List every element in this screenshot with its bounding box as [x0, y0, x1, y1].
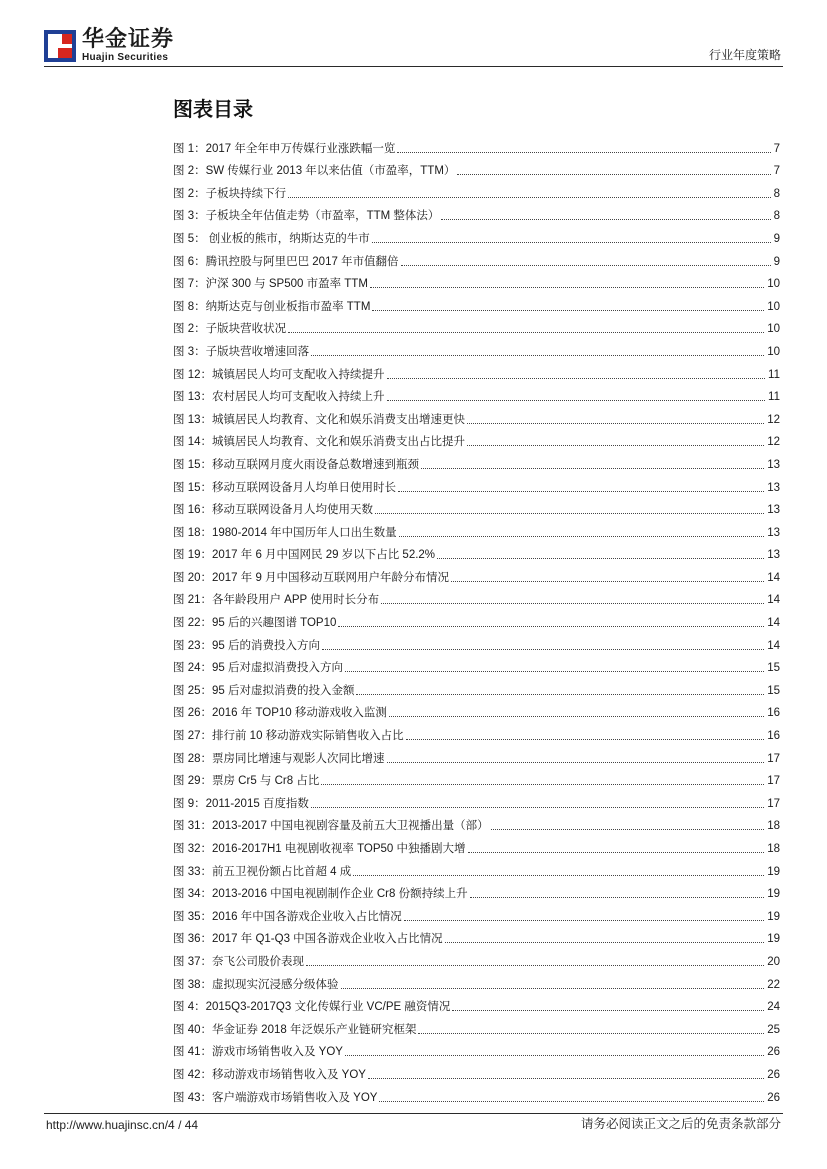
toc-entry-page: 10 [767, 300, 780, 313]
toc-entry-page: 12 [767, 436, 780, 449]
toc-dot-leader [470, 897, 765, 898]
toc-entry-label: 图 36：2017 年 Q1-Q3 中国各游戏企业收入占比情况 [173, 933, 443, 946]
toc-entry-page: 16 [767, 730, 780, 743]
toc-dot-leader [451, 581, 764, 582]
toc-dot-leader [368, 1078, 764, 1079]
toc-dot-leader [311, 355, 764, 356]
toc-entry-label: 图 23：95 后的消费投入方向 [173, 639, 320, 652]
toc-dot-leader [288, 197, 771, 198]
toc-entry-page: 10 [767, 323, 780, 336]
toc-entry[interactable] [173, 517, 780, 540]
toc-entry-page: 17 [767, 797, 780, 810]
footer-divider [44, 1113, 783, 1114]
toc-entry-page: 9 [773, 232, 780, 245]
toc-entry[interactable] [173, 336, 780, 359]
toc-entry[interactable] [173, 427, 780, 450]
toc-entry[interactable] [173, 404, 780, 427]
toc-entry-page: 24 [767, 1001, 780, 1014]
toc-entry-label: 图 42：移动游戏市场销售收入及 YOY [173, 1068, 366, 1081]
toc-title: 图表目录 [173, 99, 253, 121]
toc-entry-label: 图 32：2016-2017H1 电视剧收视率 TOP50 中独播剧大增 [173, 843, 466, 855]
toc-entry[interactable] [173, 811, 780, 834]
toc-entry[interactable] [173, 1014, 780, 1037]
toc-entry[interactable] [173, 178, 780, 201]
toc-entry[interactable] [173, 133, 780, 156]
report-type-label: 行业年度策略 [708, 48, 781, 62]
figure-toc-list [173, 133, 780, 1105]
toc-entry-label: 图 12：城镇居民人均可支配收入持续提升 [173, 368, 385, 381]
toc-entry-page: 14 [767, 594, 780, 607]
toc-entry-label: 图 31：2013-2017 中国电视剧容量及前五大卫视播出量（部） [173, 820, 489, 833]
toc-entry[interactable] [173, 856, 780, 879]
toc-dot-leader [452, 1010, 764, 1011]
toc-dot-leader [441, 219, 770, 220]
toc-dot-leader [467, 445, 764, 446]
toc-dot-leader [311, 807, 764, 808]
toc-dot-leader [345, 671, 764, 672]
toc-entry[interactable] [173, 788, 780, 811]
toc-entry-label: 图 33：前五卫视份额占比首超 4 成 [173, 865, 352, 878]
toc-dot-leader [381, 603, 764, 604]
toc-entry[interactable] [173, 630, 780, 653]
toc-dot-leader [288, 332, 764, 333]
toc-dot-leader [401, 265, 771, 266]
toc-entry-label: 图 2：SW 传媒行业 2013 年以来估值（市盈率，TTM） [173, 165, 456, 178]
toc-entry[interactable] [173, 540, 780, 563]
huajin-logo-icon [44, 30, 76, 62]
toc-entry-page: 25 [767, 1023, 780, 1036]
toc-entry-label: 图 43：客户端游戏市场销售收入及 YOY [173, 1091, 378, 1104]
toc-dot-leader [353, 875, 764, 876]
toc-dot-leader [406, 739, 765, 740]
toc-entry-page: 12 [767, 413, 780, 426]
toc-entry-page: 13 [767, 481, 780, 494]
toc-entry-page: 7 [773, 165, 780, 178]
toc-entry-page: 20 [767, 955, 780, 968]
toc-entry[interactable] [173, 472, 780, 495]
footer-disclaimer: 请务必阅读正文之后的免责条款部分 [580, 1117, 781, 1131]
toc-entry-label: 图 15：移动互联网月度火雨设备总数增速到瓶颈 [173, 458, 419, 471]
toc-entry-page: 19 [767, 910, 780, 923]
toc-entry-page: 17 [767, 775, 780, 788]
toc-entry-label: 图 16：移动互联网设备月人均使用天数 [173, 504, 373, 517]
toc-entry-label: 图 20：2017 年 9 月中国移动互联网用户年龄分布情况 [173, 571, 450, 584]
toc-entry[interactable] [173, 720, 780, 743]
toc-entry-page: 18 [767, 820, 780, 833]
toc-dot-leader [345, 1055, 764, 1056]
toc-dot-leader [387, 400, 766, 401]
toc-dot-leader [399, 536, 765, 537]
toc-entry[interactable] [173, 314, 780, 337]
toc-entry-label: 图 5： 创业板的熊市，纳斯达克的牛市 [173, 232, 370, 245]
toc-entry[interactable] [173, 291, 780, 314]
toc-dot-leader [356, 694, 764, 695]
toc-entry-label: 图 38：虚拟现实沉浸感分级体验 [173, 978, 339, 991]
toc-entry-page: 14 [767, 617, 780, 630]
toc-entry[interactable] [173, 1082, 780, 1105]
toc-entry[interactable] [173, 585, 780, 608]
toc-entry-page: 14 [767, 571, 780, 584]
toc-entry-label: 图 18：1980-2014 年中国历年人口出生数量 [173, 526, 397, 539]
toc-entry-page: 11 [768, 368, 780, 381]
toc-entry-label: 图 22：95 后的兴趣图谱 TOP10 [173, 617, 337, 630]
toc-entry[interactable] [173, 269, 780, 292]
toc-entry-label: 图 24：95 后对虚拟消费投入方向 [173, 662, 343, 675]
toc-entry[interactable] [173, 1059, 780, 1082]
toc-dot-leader [372, 242, 771, 243]
toc-entry[interactable] [173, 223, 780, 246]
footer-url-page[interactable]: http://www.huajinsc.cn/4 / 44 [46, 1118, 199, 1132]
toc-dot-leader [379, 1101, 764, 1102]
brand-name-english: Huajin Securities [82, 52, 169, 63]
toc-dot-leader [387, 762, 765, 763]
toc-entry[interactable] [173, 562, 780, 585]
toc-entry-page: 14 [767, 639, 780, 652]
toc-entry[interactable] [173, 246, 780, 269]
toc-dot-leader [397, 152, 770, 153]
toc-entry-page: 19 [767, 888, 780, 901]
toc-entry-label: 图 40：华金证券 2018 年泛娱乐产业链研究框架 [173, 1023, 417, 1036]
toc-dot-leader [321, 784, 764, 785]
toc-entry-page: 8 [773, 187, 780, 200]
toc-entry-page: 13 [767, 526, 780, 539]
toc-entry-label: 图 27：排行前 10 移动游戏实际销售收入占比 [173, 730, 404, 743]
toc-dot-leader [387, 378, 766, 379]
toc-dot-leader [306, 965, 764, 966]
toc-entry-page: 26 [767, 1091, 780, 1104]
toc-entry-label: 图 8：纳斯达克与创业板指市盈率 TTM [173, 300, 371, 313]
toc-entry-label: 图 19：2017 年 6 月中国网民 29 岁以下占比 52.2% [173, 549, 436, 562]
toc-dot-leader [457, 174, 770, 175]
toc-entry-label: 图 2：子版块营收状况 [173, 323, 287, 336]
toc-entry-label: 图 7：沪深 300 与 SP500 市盈率 TTM [173, 278, 368, 291]
toc-dot-leader [418, 1033, 764, 1034]
toc-dot-leader [404, 920, 764, 921]
toc-entry-label: 图 6：腾讯控股与阿里巴巴 2017 年市值翻倍 [173, 255, 399, 268]
toc-entry[interactable] [173, 607, 780, 630]
toc-entry[interactable] [173, 201, 780, 224]
toc-dot-leader [370, 287, 764, 288]
brand-name-chinese: 华金证券 [82, 26, 175, 51]
toc-entry[interactable] [173, 992, 780, 1015]
toc-dot-leader [375, 513, 764, 514]
toc-entry-label: 图 41：游戏市场销售收入及 YOY [173, 1046, 343, 1059]
toc-entry-label: 图 26：2016 年 TOP10 移动游戏收入监测 [173, 707, 387, 720]
toc-entry[interactable] [173, 766, 780, 789]
toc-entry-label: 图 4：2015Q3-2017Q3 文化传媒行业 VC/PE 融资情况 [173, 1001, 451, 1014]
toc-entry-label: 图 3：子版块营收增速回落 [173, 345, 310, 358]
toc-entry[interactable] [173, 382, 780, 405]
toc-entry-page: 13 [767, 504, 780, 517]
toc-entry-label: 图 29：票房 Cr5 与 Cr8 占比 [173, 775, 320, 788]
toc-entry-page: 10 [767, 345, 780, 358]
toc-dot-leader [389, 716, 764, 717]
toc-entry-page: 18 [767, 843, 780, 855]
toc-entry-label: 图 2：子板块持续下行 [173, 187, 287, 200]
toc-entry[interactable] [173, 653, 780, 676]
toc-entry[interactable] [173, 449, 780, 472]
page-header [0, 0, 827, 68]
toc-dot-leader [338, 626, 764, 627]
toc-entry-page: 9 [773, 255, 780, 268]
toc-dot-leader [445, 942, 765, 943]
toc-entry-label: 图 34：2013-2016 中国电视剧制作企业 Cr8 份额持续上升 [173, 888, 468, 901]
toc-entry-label: 图 1：2017 年全年申万传媒行业涨跌幅一览 [173, 142, 396, 155]
toc-entry-label: 图 3：子板块全年估值走势（市盈率，TTM 整体法） [173, 210, 440, 223]
toc-entry-label: 图 37：奈飞公司股价表现 [173, 955, 304, 968]
toc-dot-leader [341, 988, 765, 989]
toc-entry[interactable] [173, 879, 780, 902]
toc-entry-label: 图 14：城镇居民人均教育、文化和娱乐消费支出占比提升 [173, 436, 465, 449]
toc-entry[interactable] [173, 698, 780, 721]
toc-entry[interactable] [173, 359, 780, 382]
toc-entry[interactable] [173, 833, 780, 856]
toc-entry-page: 7 [773, 142, 780, 155]
toc-entry[interactable] [173, 675, 780, 698]
toc-entry[interactable] [173, 1037, 780, 1060]
toc-dot-leader [491, 829, 765, 830]
toc-dot-leader [467, 423, 764, 424]
toc-entry-page: 8 [773, 210, 780, 223]
toc-entry-page: 17 [767, 752, 780, 765]
toc-entry[interactable] [173, 901, 780, 924]
toc-entry[interactable] [173, 924, 780, 947]
toc-dot-leader [322, 649, 764, 650]
toc-entry-page: 11 [768, 391, 780, 404]
toc-entry-page: 19 [767, 933, 780, 946]
toc-entry-page: 10 [767, 278, 780, 291]
toc-dot-leader [372, 310, 764, 311]
toc-entry-page: 26 [767, 1068, 780, 1081]
toc-entry-label: 图 28：票房同比增速与观影人次同比增速 [173, 752, 385, 765]
toc-entry-label: 图 13：城镇居民人均教育、文化和娱乐消费支出增速更快 [173, 413, 465, 426]
toc-entry[interactable] [173, 946, 780, 969]
toc-entry[interactable] [173, 743, 780, 766]
toc-entry-page: 19 [767, 865, 780, 878]
toc-dot-leader [421, 468, 764, 469]
toc-entry[interactable] [173, 156, 780, 179]
toc-entry-label: 图 15：移动互联网设备月人均单日使用时长 [173, 481, 396, 494]
toc-dot-leader [398, 491, 764, 492]
toc-entry-page: 13 [767, 458, 780, 471]
toc-entry-label: 图 13：农村居民人均可支配收入持续上升 [173, 391, 385, 404]
toc-dot-leader [437, 558, 764, 559]
toc-dot-leader [468, 852, 765, 853]
toc-entry-page: 16 [767, 707, 780, 720]
toc-entry-page: 15 [767, 662, 780, 675]
header-divider [44, 66, 783, 67]
toc-entry-label: 图 21：各年龄段用户 APP 使用时长分布 [173, 594, 380, 607]
toc-entry-page: 13 [767, 549, 780, 562]
toc-entry-label: 图 25：95 后对虚拟消费的投入金额 [173, 684, 355, 697]
toc-entry[interactable] [173, 969, 780, 992]
toc-entry-label: 图 9：2011-2015 百度指数 [173, 797, 309, 810]
toc-entry-page: 26 [767, 1046, 780, 1059]
toc-entry-page: 15 [767, 684, 780, 697]
toc-entry-label: 图 35：2016 年中国各游戏企业收入占比情况 [173, 910, 402, 923]
toc-entry[interactable] [173, 495, 780, 518]
toc-entry-page: 22 [767, 978, 780, 991]
